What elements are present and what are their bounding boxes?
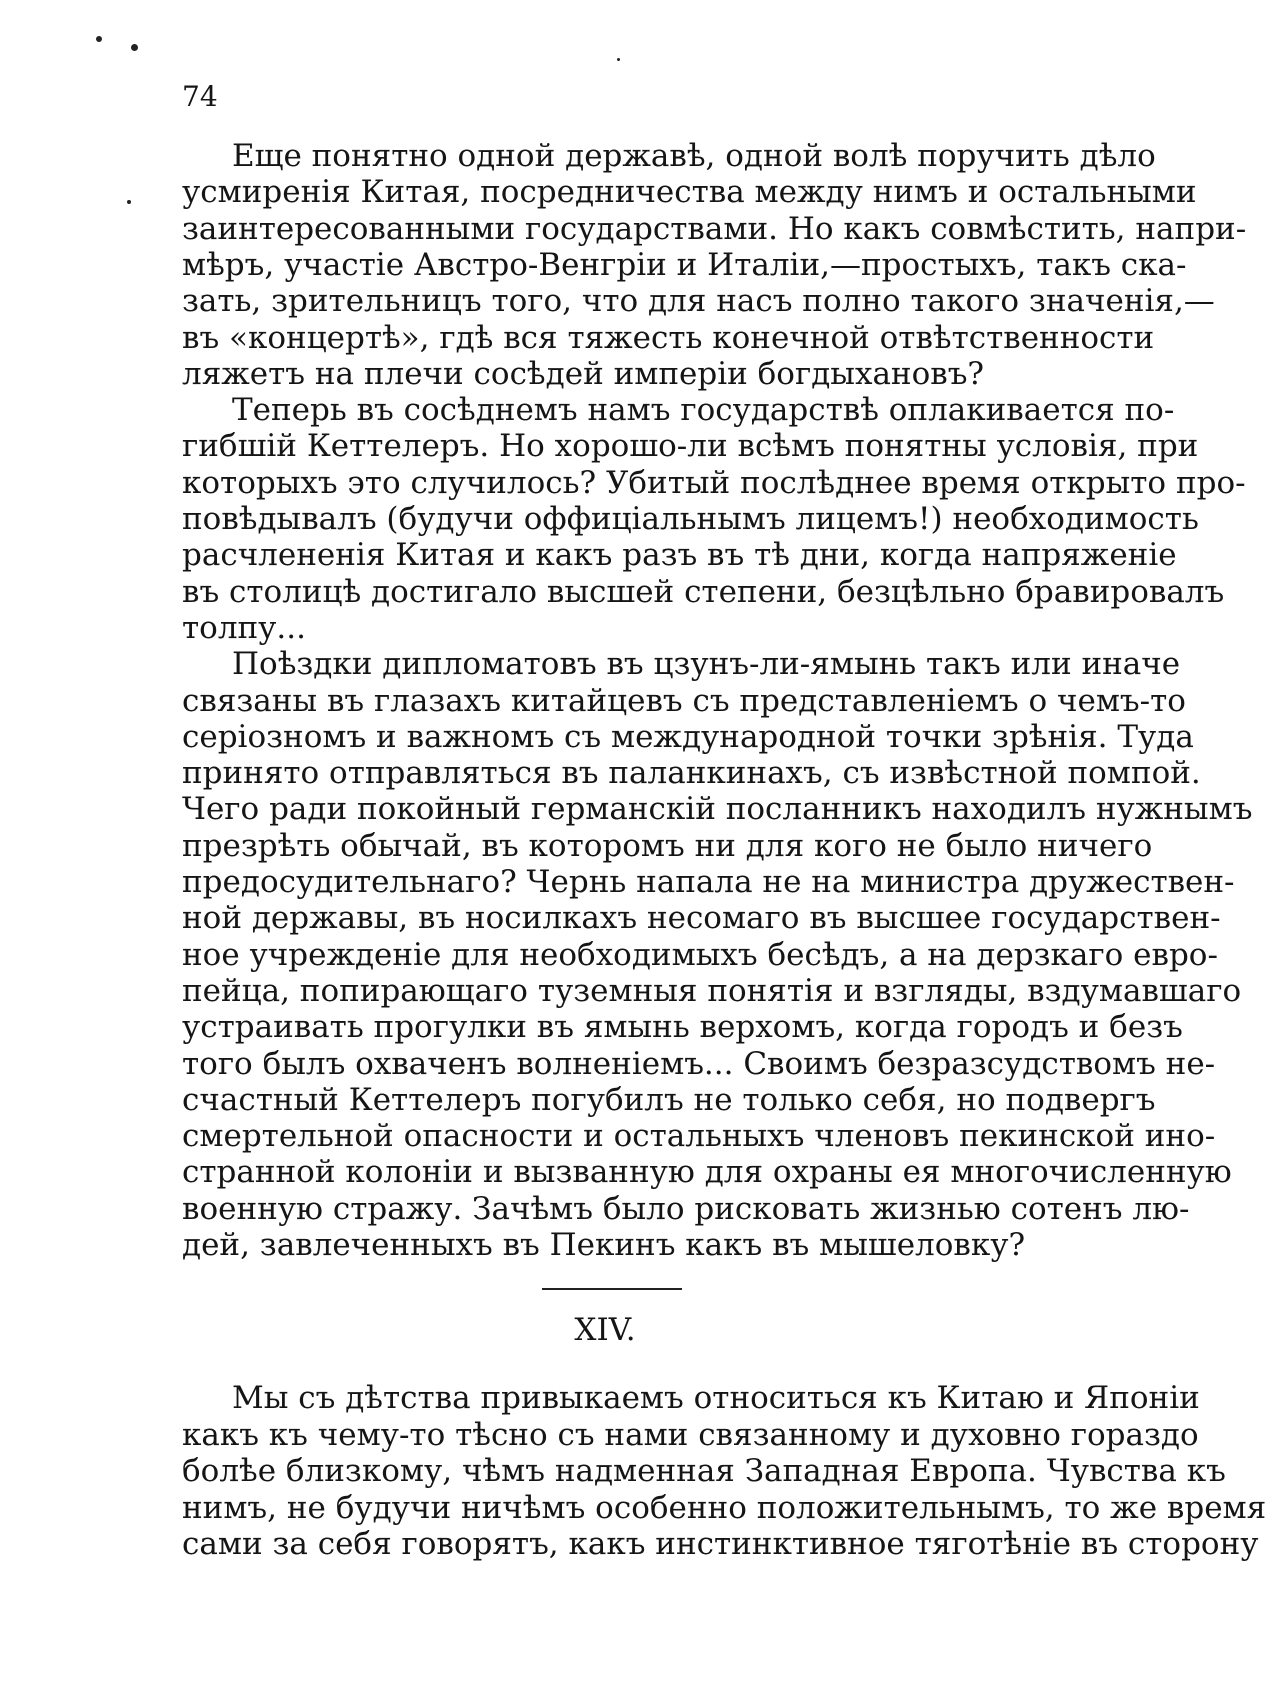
paragraph-line: серіозномъ и важномъ съ международной точки зрѣнія. Туда bbox=[182, 718, 1194, 755]
paragraph-first-line: Теперь въ сосѣднемъ намъ государствѣ оплакивается по- bbox=[232, 392, 1175, 429]
paragraph-line: пейца, попирающаго туземныя понятія и взгляды, вздумавшаго bbox=[182, 972, 1242, 1009]
ink-speck bbox=[127, 200, 131, 204]
section-divider bbox=[542, 1288, 682, 1290]
paragraph-line: какъ къ чему-то тѣсно съ нами связанному и духовно гораздо bbox=[182, 1416, 1199, 1453]
paragraph-line: которыхъ это случилось? Убитый послѣднее время открыто про- bbox=[182, 464, 1246, 501]
paragraph-line: болѣе близкому, чѣмъ надменная Западная Европа. Чувства къ bbox=[182, 1453, 1226, 1489]
paragraph-first-line: Еще понятно одной державѣ, одной волѣ поручить дѣло bbox=[232, 138, 1156, 174]
paragraph-line: усмиренія Китая, посредничества между нимъ и остальными bbox=[182, 174, 1197, 211]
paragraph-line: предосудительнаго? Чернь напала не на министра дружествен- bbox=[182, 864, 1235, 900]
paragraph-line: толпу... bbox=[182, 609, 306, 646]
paragraph-line: ляжетъ на плечи сосѣдей имперіи богдыхановъ? bbox=[182, 355, 985, 392]
paragraph-line: счастный Кеттелеръ погубилъ не только себя, но подвергъ bbox=[182, 1081, 1156, 1118]
paragraph-line: мѣръ, участіе Австро-Венгріи и Италіи,—простыхъ, такъ ска- bbox=[182, 246, 1187, 283]
ink-speck bbox=[617, 58, 620, 61]
paragraph-line: ной державы, въ носилкахъ несомаго въ высшее государствен- bbox=[182, 900, 1221, 937]
paragraph-line: смертельной опасности и остальныхъ членовъ пекинской ино- bbox=[182, 1118, 1216, 1155]
paragraph-line: повѣдывалъ (будучи оффиціальнымъ лицемъ!) необходимость bbox=[182, 501, 1199, 537]
paragraph-first-line: Поѣздки дипломатовъ въ цзунъ-ли-ямынь такъ или иначе bbox=[232, 646, 1181, 683]
paragraph-line: странной колоніи и вызванную для охраны ея многочисленную bbox=[182, 1154, 1232, 1191]
ink-speck bbox=[96, 36, 102, 42]
paragraph-line: зать, зрительницъ того, что для насъ полно такого значенія,— bbox=[182, 283, 1215, 320]
page-number: 74 bbox=[182, 80, 218, 113]
paragraph-line: расчлененія Китая и какъ разъ въ тѣ дни, когда напряженіе bbox=[182, 537, 1177, 574]
paragraph-line: принято отправляться въ паланкинахъ, съ извѣстной помпой. bbox=[182, 755, 1201, 792]
paragraph-line: сами за себя говорятъ, какъ инстинктивное тяготѣніе въ сторону bbox=[182, 1526, 1259, 1562]
section-heading: XIV. bbox=[574, 1312, 636, 1348]
paragraph-line: военную стражу. Зачѣмъ было рисковать жизнью сотенъ лю- bbox=[182, 1190, 1190, 1227]
paragraph-line: презрѣть обычай, въ которомъ ни для кого не было ничего bbox=[182, 827, 1153, 864]
paragraph-first-line: Мы съ дѣтства привыкаемъ относиться къ Китаю и Японіи bbox=[232, 1380, 1200, 1416]
ink-speck bbox=[131, 44, 138, 51]
paragraph-line: нимъ, не будучи ничѣмъ особенно положительнымъ, то же время bbox=[182, 1489, 1266, 1526]
paragraph-line: того былъ охваченъ волненіемъ... Своимъ безразсудствомъ не- bbox=[182, 1045, 1216, 1082]
paragraph-line: устраивать прогулки въ ямынь верхомъ, когда городъ и безъ bbox=[182, 1009, 1183, 1046]
paragraph-line: гибшій Кеттелеръ. Но хорошо-ли всѣмъ понятны условія, при bbox=[182, 428, 1199, 465]
paragraph-line: ное учрежденіе для необходимыхъ бесѣдъ, а на дерзкаго евро- bbox=[182, 936, 1218, 973]
paragraph-line: Чего ради покойный германскій посланникъ находилъ нужнымъ bbox=[182, 791, 1253, 828]
paragraph-line: заинтересованными государствами. Но какъ совмѣстить, напри- bbox=[182, 210, 1247, 247]
paragraph-line: связаны въ глазахъ китайцевъ съ представленіемъ о чемъ-то bbox=[182, 682, 1186, 719]
paragraph-line: въ «концертѣ», гдѣ вся тяжесть конечной отвѣтственности bbox=[182, 319, 1155, 356]
paragraph-line: въ столицѣ достигало высшей степени, безцѣльно бравировалъ bbox=[182, 573, 1225, 610]
paragraph-line: дей, завлеченныхъ въ Пекинъ какъ въ мышеловку? bbox=[182, 1227, 1026, 1263]
